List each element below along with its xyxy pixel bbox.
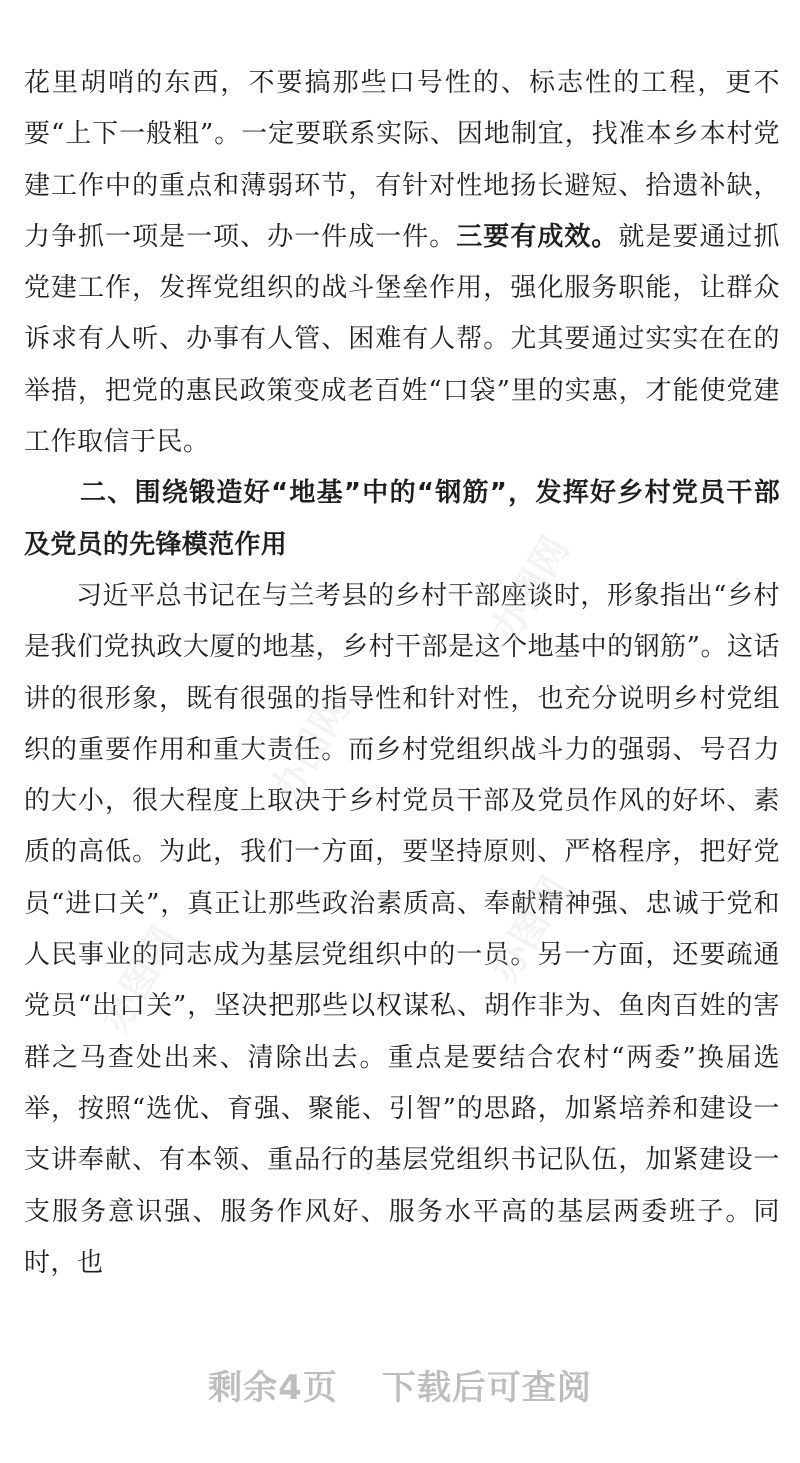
paragraph-1-text-a: 花里胡哨的东西，不要搞那些口号性的、标志性的工程，更不要“上下一般粗”。一定要联系实际、因地制宜，找准本乡本村党建工作中的重点和薄弱环节，有针对性地扬长避短、拾遗补缺，力争抓一项是一项、办一件成一件。 <box>24 68 780 252</box>
section-heading-2: 二、围绕锻造好“地基”中的“钢筋”，发挥好乡村党员干部及党员的先锋模范作用 <box>24 478 780 560</box>
paragraph-1-text-b: 就是要通过抓党建工作，发挥党组织的战斗堡垒作用，强化服务职能，让群众诉求有人听、办事有人管、困难有人帮。尤其要通过实实在在的举措，把党的惠民政策变成老百姓“口袋”里的实惠，才能使党建工作取信于民。 <box>24 221 780 458</box>
watermark-logo: 办图网 <box>262 688 358 810</box>
watermark-logo: 办图网 <box>482 528 578 650</box>
watermark-logo: 办图网 <box>92 918 188 1040</box>
document-body <box>24 58 780 1289</box>
download-prompt[interactable] <box>0 1360 800 1409</box>
paragraph-1 <box>24 58 780 468</box>
remaining-pages-text: 剩余4页 <box>208 1368 338 1408</box>
paragraph-1-bold-phrase: 三要有成效。 <box>456 221 619 252</box>
watermark-logo: 办图网 <box>482 868 578 990</box>
download-to-view-text: 下载后可查阅 <box>381 1368 592 1408</box>
cut-off-top-line <box>0 0 800 6</box>
paragraph-2: 习近平总书记在与兰考县的乡村干部座谈时，形象指出“乡村是我们党执政大厦的地基，乡村干部是这个地基中的钢筋”。这话讲的很形象，既有很强的指导性和针对性，也充分说明乡村党组织的重要作用和重大责任。而乡村党组织战斗力的强弱、号召力的大小，很大程度上取决于乡村党员干部及党员作风的好坏、素质的高低。为此，我们一方面，要坚持原则、严格程序，把好党员“进口关”，真正让那些政治素质高、奉献精神强、忠诚于党和人民事业的同志成为基层党组织中的一员。另一方面，还要疏通党员“出口关”，坚决把那些以权谋私、胡作非为、鱼肉百姓的害群之马查处出来、清除出去。重点是要结合农村“两委”换届选举，按照“选优、育强、聚能、引智”的思路，加紧培养和建设一支讲奉献、有本领、重品行的基层党组织书记队伍，加紧建设一支服务意识强、服务作风好、服务水平高的基层两委班子。同时，也 <box>24 580 780 1278</box>
